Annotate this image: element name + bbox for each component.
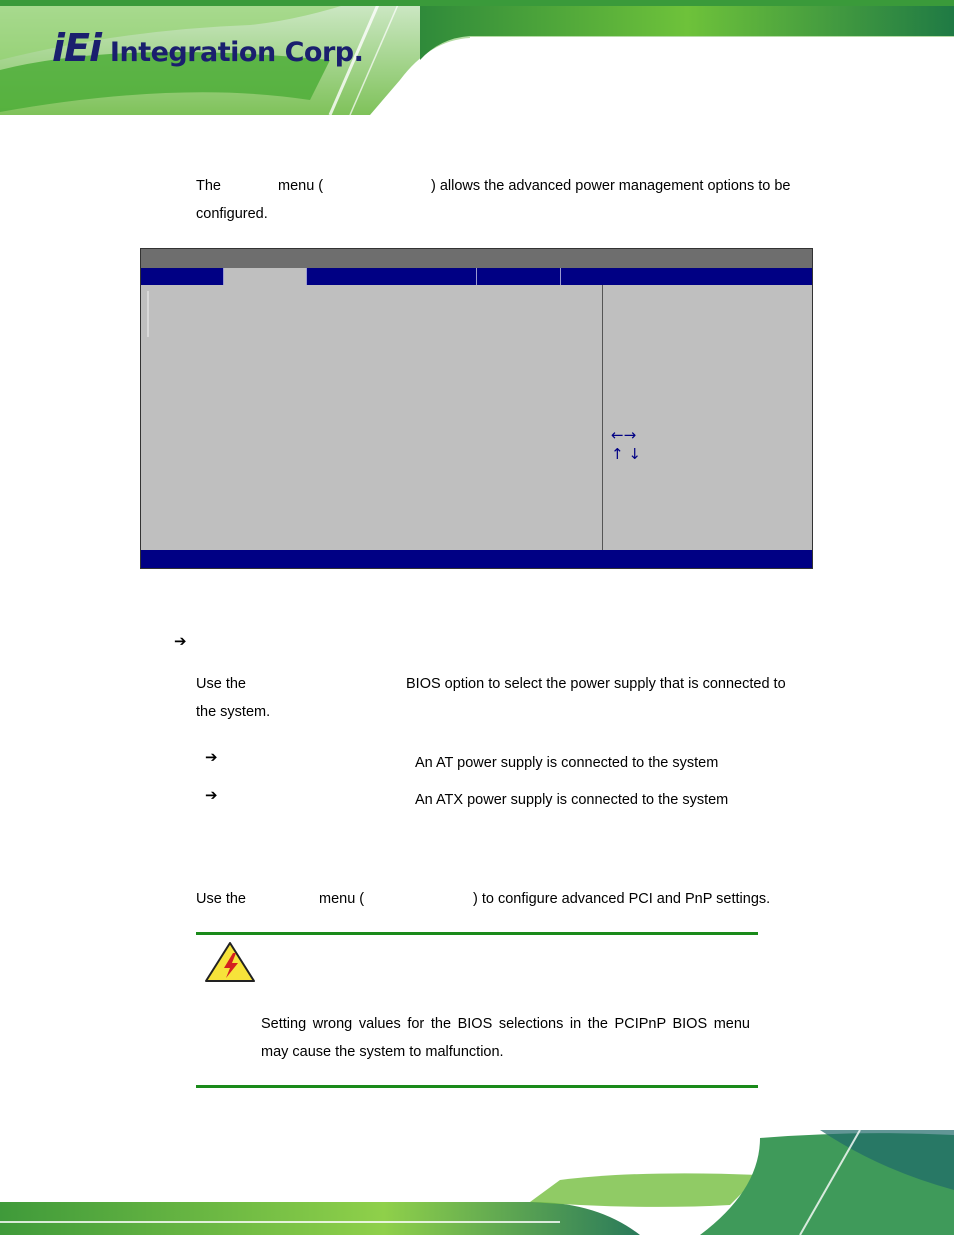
warning-top-rule [196, 932, 758, 935]
option-bullet-arrow-icon: ➔ [205, 786, 218, 804]
bios-help-panel [603, 285, 812, 550]
intro-word-rest: ) allows the advanced power management options to be [431, 178, 791, 194]
warning-bottom-rule [196, 1085, 758, 1088]
ps-desc-line2: the system. [196, 704, 271, 720]
footer-banner [0, 1130, 954, 1235]
bios-tab-active[interactable] [224, 268, 307, 285]
up-down-arrows-icon: ↑ ↓ [611, 445, 641, 463]
bios-options-panel [141, 285, 603, 550]
pcipnp-menu: menu ( [319, 891, 365, 907]
company-logo [52, 26, 363, 70]
option-description: An ATX power supply is connected to the system [415, 792, 729, 808]
pcipnp-rest: ) to configure advanced PCI and PnP settings. [473, 891, 771, 907]
ps-desc-rest: BIOS option to select the power supply that is connected to [406, 676, 786, 692]
intro-word-menu: menu ( [278, 178, 324, 194]
logo-mark: iEi [52, 26, 102, 70]
intro-line2: configured. [196, 206, 268, 222]
pcipnp-use-the: Use the [196, 891, 246, 907]
option-description: An AT power supply is connected to the system [415, 755, 719, 771]
warning-text: Setting wrong values for the BIOS selections in the PCIPnP BIOS menu may cause the system to malfunction. [261, 1016, 750, 1060]
bios-screen [140, 248, 813, 569]
bios-tab-5[interactable] [561, 268, 812, 285]
bios-title-bar [141, 249, 812, 268]
logo-name: Integration Corp. [109, 37, 364, 68]
warning-icon [204, 941, 256, 983]
section-bullet-arrow-icon: ➔ [174, 632, 187, 650]
bios-tab-3[interactable] [307, 268, 477, 285]
bios-status-bar [141, 550, 812, 568]
bios-option-highlight[interactable] [147, 291, 149, 337]
intro-word-the: The [196, 178, 221, 194]
option-bullet-arrow-icon: ➔ [205, 748, 218, 766]
ps-use-the: Use the [196, 676, 246, 692]
bios-tab-4[interactable] [477, 268, 561, 285]
bios-menu-bar [141, 268, 812, 285]
left-right-arrows-icon: ←→ [611, 426, 637, 444]
bios-tab-1[interactable] [141, 268, 224, 285]
